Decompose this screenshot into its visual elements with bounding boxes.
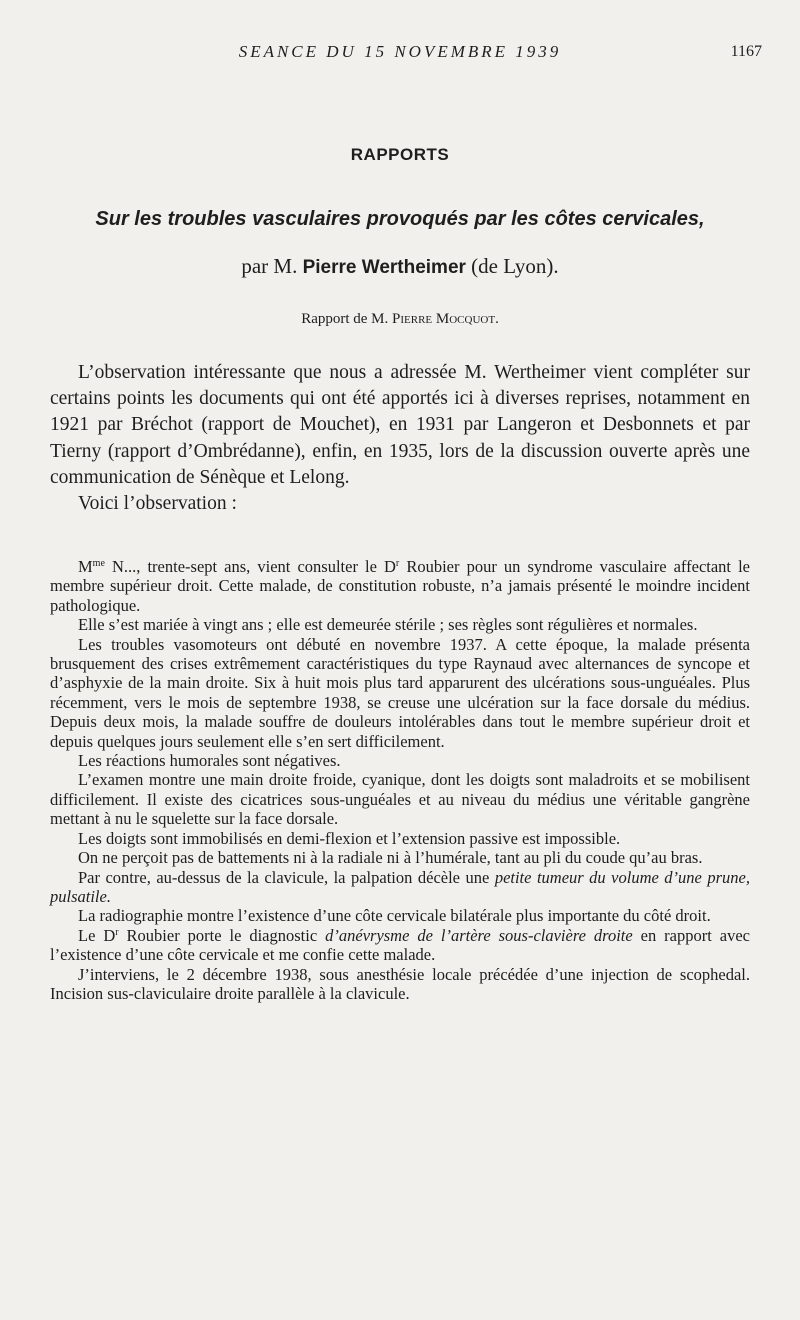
observation-paragraph-10	[50, 926, 750, 965]
obs-p10-sup: r	[115, 926, 119, 938]
obs-p10-c: en rapport avec l’existence d’une côte cervicale et me confie cette malade.	[50, 925, 750, 965]
observation-paragraph-5: L’examen montre une main droite froide, cyanique, dont les doigts sont maladroits et se mobilisent difficilement. Il existe des cicatrices sous-unguéales et au niveau du médius une véritable gangrène mettant à nu le squelette sur la face dorsale.	[50, 770, 750, 829]
byline	[0, 254, 800, 279]
intro-paragraph-2: Voici l’observation :	[78, 493, 237, 515]
page-number: 1167	[730, 43, 762, 60]
observation-paragraph-4: Les réactions humorales sont négatives.	[78, 751, 341, 771]
obs-p1-m: M	[78, 557, 93, 576]
obs-p1-m-sup: me	[92, 558, 105, 569]
running-title: SEANCE DU 15 NOVEMBRE 1939	[238, 42, 562, 61]
rapporteur-prefix: Rapport de M.	[301, 311, 393, 327]
observation-paragraph-3: Les troubles vasomoteurs ont débuté en novembre 1937. A cette époque, la malade présenta brusquement des crises extrêmement caractéristiques du type Raynaud avec alternances de syncope et d’asphyxie de la main droite. Six à huit mois plus tard apparurent des ulcérations sous-unguéales. Plus récemment, vers le mois de septembre 1938, se creuse une ulcération sur la face dorsale du médius. Depuis deux mois, la malade souffre de douleurs intolérables dans tout le membre supérieur droit et depuis quelques jours seulement elle s’en sert difficilement.	[50, 634, 750, 751]
obs-p10-a: Le D	[78, 925, 116, 945]
running-head	[0, 42, 800, 66]
observation-paragraph-6: Les doigts sont immobilisés en demi-flexion et l’extension passive est impossible.	[78, 828, 621, 848]
intro-text	[50, 360, 750, 517]
section-heading: RAPPORTS	[350, 145, 450, 164]
observation-paragraph-1	[50, 557, 750, 615]
observation-text	[50, 557, 750, 1003]
observation-paragraph-8	[50, 868, 750, 907]
obs-p8-a: Par contre, au-dessus de la clavicule, la palpation décèle une	[78, 867, 495, 887]
observation-paragraph-9: La radiographie montre l’existence d’une côte cervicale bilatérale plus importante du côté droit.	[78, 906, 711, 926]
obs-p8-em: petite tumeur du volume d’une prune, pulsatile.	[50, 867, 750, 906]
obs-p1-b: Roubier pour un syndrome vasculaire affectant le membre supérieur droit. Cette malade, de constitution robuste, n’a jamais présenté le moindre incident pathologique.	[50, 557, 750, 615]
observation-paragraph-2: Elle s’est mariée à vingt ans ; elle est demeurée stérile ; ses règles sont régulières et normales.	[78, 615, 698, 635]
obs-p1-a: N..., trente-sept ans, vient consulter le D	[104, 557, 396, 576]
byline-author: Pierre Wertheimer	[302, 257, 466, 278]
intro-paragraph-1: L’observation intéressante que nous a adressée M. Wertheimer vient compléter sur certains points les documents qui ont été apportés ici à diverses reprises, notamment en 1921 par Bréchot (rapport de Mouchet), en 1931 par Langeron et Desbonnets et par Tierny (rapport d’Ombrédanne), enfin, en 1935, lors de la discussion ouverte après une communication de Sénèque et Lelong.	[50, 362, 750, 488]
rapporteur-suffix: .	[495, 311, 499, 327]
obs-p10-b: Roubier porte le diagnostic	[118, 925, 326, 945]
obs-p10-em: d’anévrysme de l’artère sous-clavière droite	[325, 925, 633, 945]
observation-paragraph-7: On ne perçoit pas de battements ni à la radiale ni à l’humérale, tant au pli du coude qu’au bras.	[78, 848, 703, 868]
rapporteur-line	[0, 311, 800, 328]
article-title: Sur les troubles vasculaires provoqués par les côtes cervicales,	[95, 208, 705, 230]
observation-paragraph-11: J’interviens, le 2 décembre 1938, sous anesthésie locale précédée d’une injection de scophedal. Incision sus-claviculaire droite parallèle à la clavicule.	[50, 964, 750, 1003]
obs-p1-dr-sup: r	[395, 558, 400, 569]
byline-prefix: par M.	[241, 254, 303, 278]
rapporteur-name: Pierre Mocquot	[392, 311, 496, 327]
byline-suffix: (de Lyon).	[465, 254, 559, 278]
